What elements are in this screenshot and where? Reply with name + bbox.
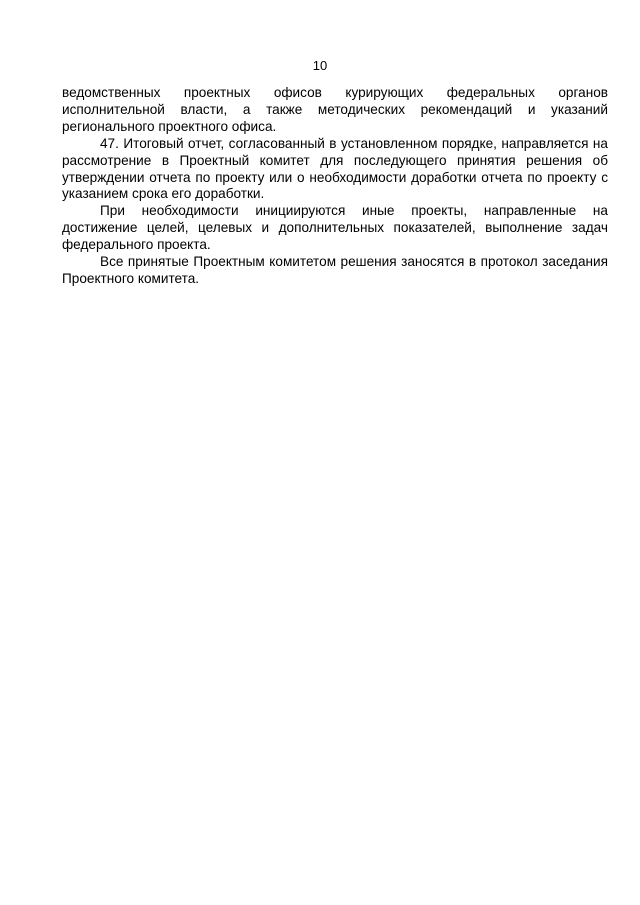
- paragraph-other-projects: При необходимости инициируются иные проекты, направленные на достижение целей, целевых и дополнительных показателей, выполнение задач федерального проекта.: [62, 203, 608, 253]
- document-body: [62, 85, 608, 288]
- page-number: 10: [312, 58, 328, 73]
- paragraph-protocol: Все принятые Проектным комитетом решения заносятся в протокол заседания Проектного комитета.: [62, 254, 608, 286]
- paragraph-item-47: 47. Итоговый отчет, согласованный в установленном порядке, направляется на рассмотрение в Проектный комитет для последующего принятия решения об утверждении отчета по проекту или о необходимости доработки отчета по проекту с указанием срока его доработки.: [62, 135, 608, 202]
- paragraph-continuation: ведомственных проектных офисов курирующих федеральных органов исполнительной власти, а также методических рекомендаций и указаний регионального проектного офиса.: [62, 85, 608, 134]
